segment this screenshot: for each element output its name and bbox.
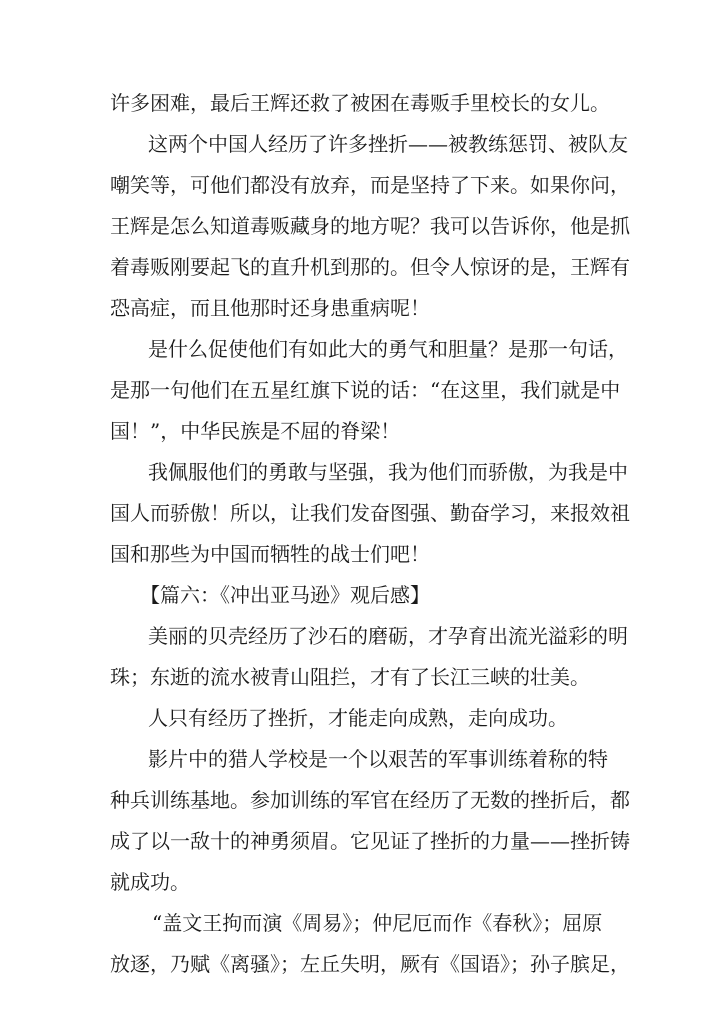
text-line: 我佩服他们的勇敢与坚强，我为他们而骄傲，为我是中 xyxy=(148,460,628,484)
text-line: 就成功。 xyxy=(110,870,190,894)
text-line: 恐高症，而且他那时还身患重病呢！ xyxy=(110,296,430,320)
text-line: 珠；东逝的流水被青山阻拦，才有了长江三峡的壮美。 xyxy=(110,665,590,689)
text-line: 人只有经历了挫折，才能走向成熟，走向成功。 xyxy=(148,706,568,730)
text-line: 是什么促使他们有如此大的勇气和胆量？是那一句话， xyxy=(148,337,628,361)
text-line: 是那一句他们在五星红旗下说的话：“在这里，我们就是中 xyxy=(110,378,621,402)
text-line: 影片中的猎人学校是一个以艰苦的军事训练着称的特 xyxy=(148,747,608,771)
text-line: 放逐，乃赋《离骚》；左丘失明，厥有《国语》；孙子膑足， xyxy=(110,952,630,976)
document-body xyxy=(110,83,630,985)
text-line: 国！”，中华民族是不屈的脊梁！ xyxy=(110,419,401,443)
section-heading: 【篇六：《冲出亚马逊》观后感】 xyxy=(140,583,430,607)
text-line: 嘲笑等，可他们都没有放弃，而是坚持了下来。如果你问， xyxy=(110,173,630,197)
text-line: 成了以一敌十的神勇须眉。它见证了挫折的力量——挫折铸 xyxy=(110,829,630,853)
text-line: 着毒贩刚要起飞的直升机到那的。但令人惊讶的是，王辉有 xyxy=(110,255,630,279)
text-line: “盖文王拘而演《周易》；仲尼厄而作《春秋》；屈原 xyxy=(152,911,603,935)
text-line: 这两个中国人经历了许多挫折——被教练惩罚、被队友 xyxy=(148,132,628,156)
text-line: 国和那些为中国而牺牲的战士们吧！ xyxy=(110,542,430,566)
text-line: 美丽的贝壳经历了沙石的磨砺，才孕育出流光溢彩的明 xyxy=(148,624,628,648)
text-line: 种兵训练基地。参加训练的军官在经历了无数的挫折后，都 xyxy=(110,788,630,812)
text-line: 王辉是怎么知道毒贩藏身的地方呢？我可以告诉你，他是抓 xyxy=(110,214,630,238)
text-line: 国人而骄傲！所以，让我们发奋图强、勤奋学习，来报效祖 xyxy=(110,501,630,525)
text-line: 许多困难，最后王辉还救了被困在毒贩手里校长的女儿。 xyxy=(110,91,610,115)
